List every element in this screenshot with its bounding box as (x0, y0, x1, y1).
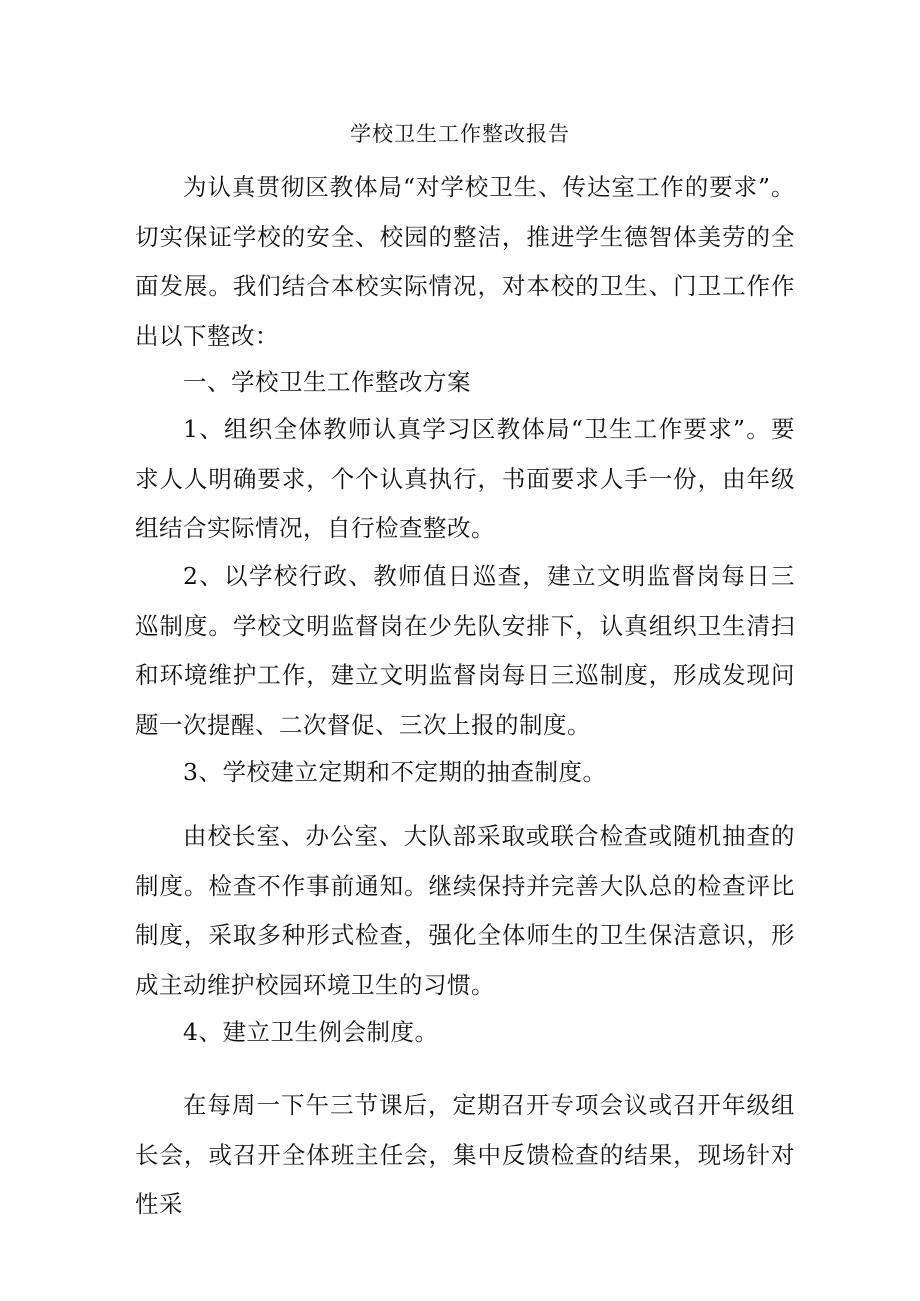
paragraph-item-3: 3、学校建立定期和不定期的抽查制度。 (183, 758, 607, 786)
paragraph-item-2: 2、以学校行政、教师值日巡查，建立文明监督岗每日三巡制度。学校文明监督岗在少先队安排下，认真组织卫生清扫和环境维护工作，建立文明监督岗每日三巡制度，形成发现问题一次提醒、二次督促、三次上报的制度。 (135, 562, 795, 739)
document-title: 学校卫生工作整改报告 (350, 122, 570, 146)
paragraph-intro: 为认真贯彻区教体局“对学校卫生、传达室工作的要求”。切实保证学校的安全、校园的整洁，推进学生德智体美劳的全面发展。我们结合本校实际情况，对本校的卫生、门卫工作作出以下整改： (135, 173, 795, 350)
paragraph-item-4-detail: 在每周一下午三节课后，定期召开专项会议或召开年级组长会，或召开全体班主任会，集中反馈检查的结果，现场针对性采 (135, 1091, 795, 1218)
paragraph-item-4: 4、建立卫生例会制度。 (183, 1018, 439, 1046)
paragraph-section-heading: 一、学校卫生工作整改方案 (183, 368, 471, 396)
paragraph-item-3-detail: 由校长室、办公室、大队部采取或联合检查或随机抽查的制度。检查不作事前通知。继续保持并完善大队总的检查评比制度，采取多种形式检查，强化全体师生的卫生保洁意识，形成主动维护校园环境卫生的习惯。 (135, 822, 795, 999)
paragraph-item-1: 1、组织全体教师认真学习区教体局“卫生工作要求”。要求人人明确要求，个个认真执行，书面要求人手一份，由年级组结合实际情况，自行检查整改。 (135, 415, 795, 542)
